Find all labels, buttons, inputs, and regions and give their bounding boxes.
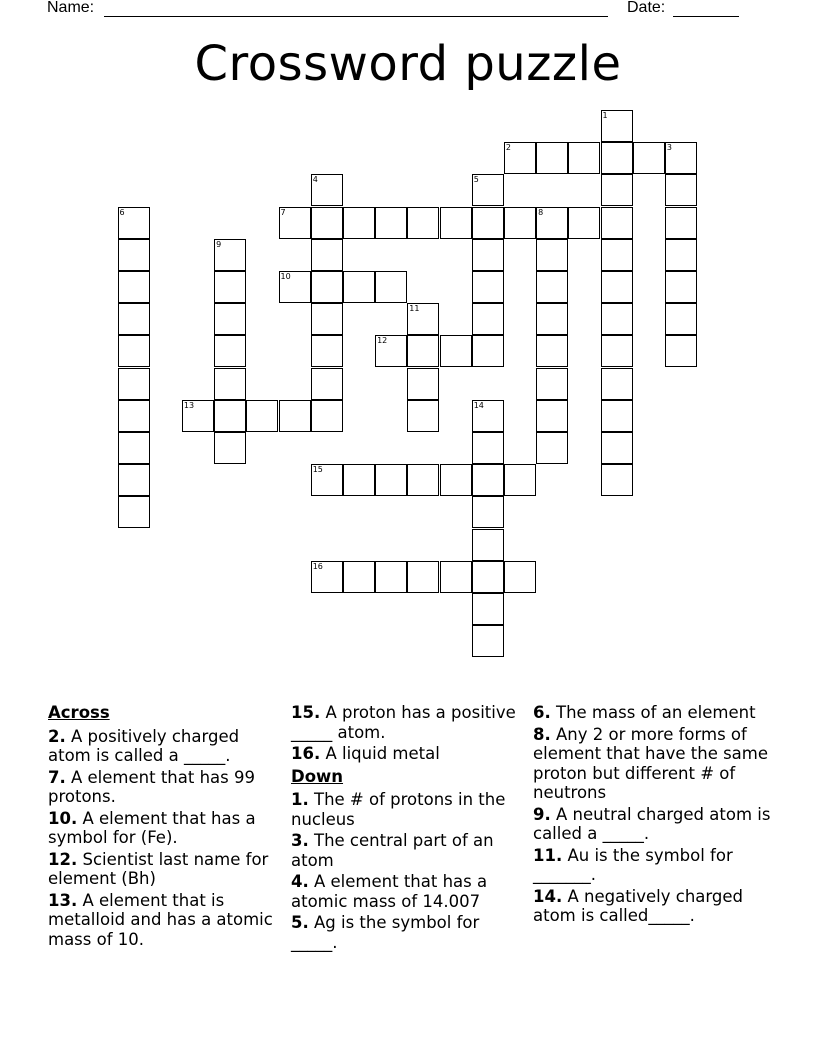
crossword-cell[interactable] [311, 303, 343, 335]
crossword-cell[interactable] [472, 303, 504, 335]
clue-number: 6 [119, 207, 125, 217]
crossword-cell[interactable] [536, 239, 568, 271]
crossword-cell[interactable] [375, 464, 407, 496]
crossword-cell[interactable] [214, 400, 246, 432]
crossword-cell[interactable] [118, 400, 150, 432]
crossword-cell[interactable] [665, 174, 697, 206]
crossword-cell[interactable] [665, 303, 697, 335]
crossword-cell[interactable] [472, 432, 504, 464]
crossword-cell-6[interactable] [118, 207, 150, 239]
crossword-cell-11[interactable] [407, 303, 439, 335]
crossword-cell[interactable] [536, 303, 568, 335]
crossword-cell[interactable] [536, 271, 568, 303]
crossword-cell[interactable] [343, 561, 375, 593]
crossword-cell[interactable] [311, 271, 343, 303]
crossword-cell[interactable] [407, 464, 439, 496]
crossword-cell[interactable] [504, 561, 536, 593]
clue-down-5: 5. Ag is the symbol for _____. [291, 913, 480, 952]
crossword-cell[interactable] [472, 625, 504, 657]
crossword-cell[interactable] [407, 207, 439, 239]
clue-number: 7 [280, 207, 286, 217]
crossword-cell[interactable] [472, 271, 504, 303]
crossword-cell[interactable] [118, 464, 150, 496]
crossword-cell[interactable] [214, 303, 246, 335]
crossword-cell[interactable] [214, 271, 246, 303]
crossword-cell[interactable] [472, 593, 504, 625]
crossword-cell[interactable] [536, 368, 568, 400]
crossword-cell-16[interactable] [311, 561, 343, 593]
crossword-cell-12[interactable] [375, 335, 407, 367]
clue-down-8: 8. Any 2 or more forms of element that have the same proton but different # of neutrons [533, 724, 769, 802]
clue-number: 9 [216, 239, 222, 249]
crossword-cell[interactable] [214, 432, 246, 464]
clue-number: 11 [409, 304, 420, 314]
crossword-cell[interactable] [407, 561, 439, 593]
crossword-cell[interactable] [601, 207, 633, 239]
crossword-cell[interactable] [440, 561, 472, 593]
clue-number: 5 [473, 175, 479, 185]
crossword-cell[interactable] [343, 464, 375, 496]
crossword-cell[interactable] [633, 142, 665, 174]
crossword-cell-14[interactable] [472, 400, 504, 432]
crossword-cell[interactable] [504, 464, 536, 496]
crossword-cell[interactable] [601, 303, 633, 335]
crossword-cell[interactable] [375, 207, 407, 239]
crossword-cell[interactable] [407, 335, 439, 367]
crossword-cell[interactable] [118, 303, 150, 335]
crossword-cell-2[interactable] [504, 142, 536, 174]
clue-across-16: 16. A liquid metal [291, 744, 440, 763]
crossword-cell[interactable] [601, 335, 633, 367]
crossword-cell[interactable] [375, 271, 407, 303]
clue-down-4: 4. A element that has a atomic mass of 14.007 [291, 872, 488, 911]
crossword-cell[interactable] [601, 400, 633, 432]
crossword-cell-7[interactable] [279, 207, 311, 239]
crossword-cell-1[interactable] [601, 110, 633, 142]
crossword-cell[interactable] [311, 239, 343, 271]
clue-number: 13 [183, 400, 195, 410]
crossword-cell-5[interactable] [472, 174, 504, 206]
crossword-cell[interactable] [311, 207, 343, 239]
crossword-cell[interactable] [311, 335, 343, 367]
crossword-cell[interactable] [536, 335, 568, 367]
crossword-cell[interactable] [472, 496, 504, 528]
crossword-cell[interactable] [601, 142, 633, 174]
crossword-cell-13[interactable] [182, 400, 214, 432]
crossword-cell[interactable] [665, 207, 697, 239]
crossword-cell[interactable] [375, 561, 407, 593]
down-heading: Down [291, 766, 344, 786]
clue-down-6: 6. The mass of an element [533, 703, 756, 722]
crossword-cell[interactable] [568, 207, 600, 239]
crossword-cell[interactable] [118, 271, 150, 303]
crossword-cell[interactable] [472, 561, 504, 593]
crossword-cell[interactable] [665, 239, 697, 271]
crossword-cell[interactable] [343, 207, 375, 239]
crossword-cell-10[interactable] [279, 271, 311, 303]
crossword-cell[interactable] [472, 529, 504, 561]
crossword-cell[interactable] [601, 368, 633, 400]
crossword-cell[interactable] [118, 239, 150, 271]
clue-down-1: 1. The # of protons in the nucleus [291, 790, 506, 829]
clue-number: 8 [538, 207, 544, 217]
crossword-cell[interactable] [214, 335, 246, 367]
clue-down-9: 9. A neutral charged atom is called a _____. [533, 804, 771, 843]
crossword-cell[interactable] [279, 400, 311, 432]
crossword-cell-8[interactable] [536, 207, 568, 239]
date-label: Date: [627, 0, 666, 16]
name-label: Name: [47, 0, 95, 16]
crossword-cell[interactable] [440, 464, 472, 496]
crossword-cell[interactable] [407, 368, 439, 400]
crossword-cell[interactable] [407, 400, 439, 432]
crossword-cell[interactable] [504, 207, 536, 239]
clues-column-1 [48, 703, 276, 951]
clue-number: 12 [377, 336, 388, 346]
crossword-cell[interactable] [536, 142, 568, 174]
crossword-cell[interactable] [601, 464, 633, 496]
clue-number: 3 [666, 143, 672, 153]
crossword-cell-9[interactable] [214, 239, 246, 271]
crossword-cell[interactable] [343, 271, 375, 303]
clue-down-3: 3. The central part of an atom [291, 831, 494, 870]
clue-down-11: 11. Au is the symbol for _______. [533, 845, 733, 884]
clue-across-2: 2. A positively charged atom is called a _____. [48, 726, 240, 765]
crossword-cell-4[interactable] [311, 174, 343, 206]
crossword-cell[interactable] [536, 432, 568, 464]
crossword-cell[interactable] [472, 464, 504, 496]
clues-column-2 [291, 703, 517, 954]
crossword-cell[interactable] [440, 335, 472, 367]
clue-across-15: 15. A proton has a positive _____ atom. [291, 703, 516, 742]
clue-number: 4 [312, 175, 318, 185]
clue-across-13: 13. A element that is metalloid and has a atomic mass of 10. [48, 890, 273, 949]
clue-number: 14 [473, 400, 484, 410]
clue-across-10: 10. A element that has a symbol for (Fe). [48, 808, 256, 847]
crossword-cell[interactable] [601, 271, 633, 303]
clue-number: 1 [602, 111, 608, 120]
crossword-cell[interactable] [440, 207, 472, 239]
clue-down-14: 14. A negatively charged atom is called_____. [533, 886, 744, 925]
page-title: Crossword puzzle [194, 36, 622, 92]
clues-column-3 [533, 703, 773, 928]
crossword-cell[interactable] [665, 271, 697, 303]
across-heading: Across [48, 703, 110, 722]
crossword-cell[interactable] [472, 207, 504, 239]
crossword-cell-15[interactable] [311, 464, 343, 496]
clue-number: 10 [280, 272, 291, 281]
crossword-cell[interactable] [568, 142, 600, 174]
crossword-cell[interactable] [472, 335, 504, 367]
clue-across-12: 12. Scientist last name for element (Bh) [48, 849, 269, 888]
crossword-cell[interactable] [118, 335, 150, 367]
crossword-cell[interactable] [311, 368, 343, 400]
crossword-cell[interactable] [536, 400, 568, 432]
clue-across-7: 7. A element that has 99 protons. [48, 767, 255, 806]
crossword-cell[interactable] [601, 432, 633, 464]
crossword-cell[interactable] [118, 368, 150, 400]
crossword-cell[interactable] [118, 432, 150, 464]
clue-number: 15 [312, 465, 323, 475]
crossword-cell[interactable] [601, 174, 633, 206]
crossword-cell-3[interactable] [665, 142, 697, 174]
crossword-cell[interactable] [118, 496, 150, 528]
clue-number: 16 [312, 561, 323, 571]
crossword-cell[interactable] [246, 400, 278, 432]
crossword-cell[interactable] [311, 400, 343, 432]
clue-number: 2 [505, 143, 511, 153]
crossword-cell[interactable] [601, 239, 633, 271]
crossword-cell[interactable] [665, 335, 697, 367]
crossword-cell[interactable] [472, 239, 504, 271]
crossword-cell[interactable] [214, 368, 246, 400]
